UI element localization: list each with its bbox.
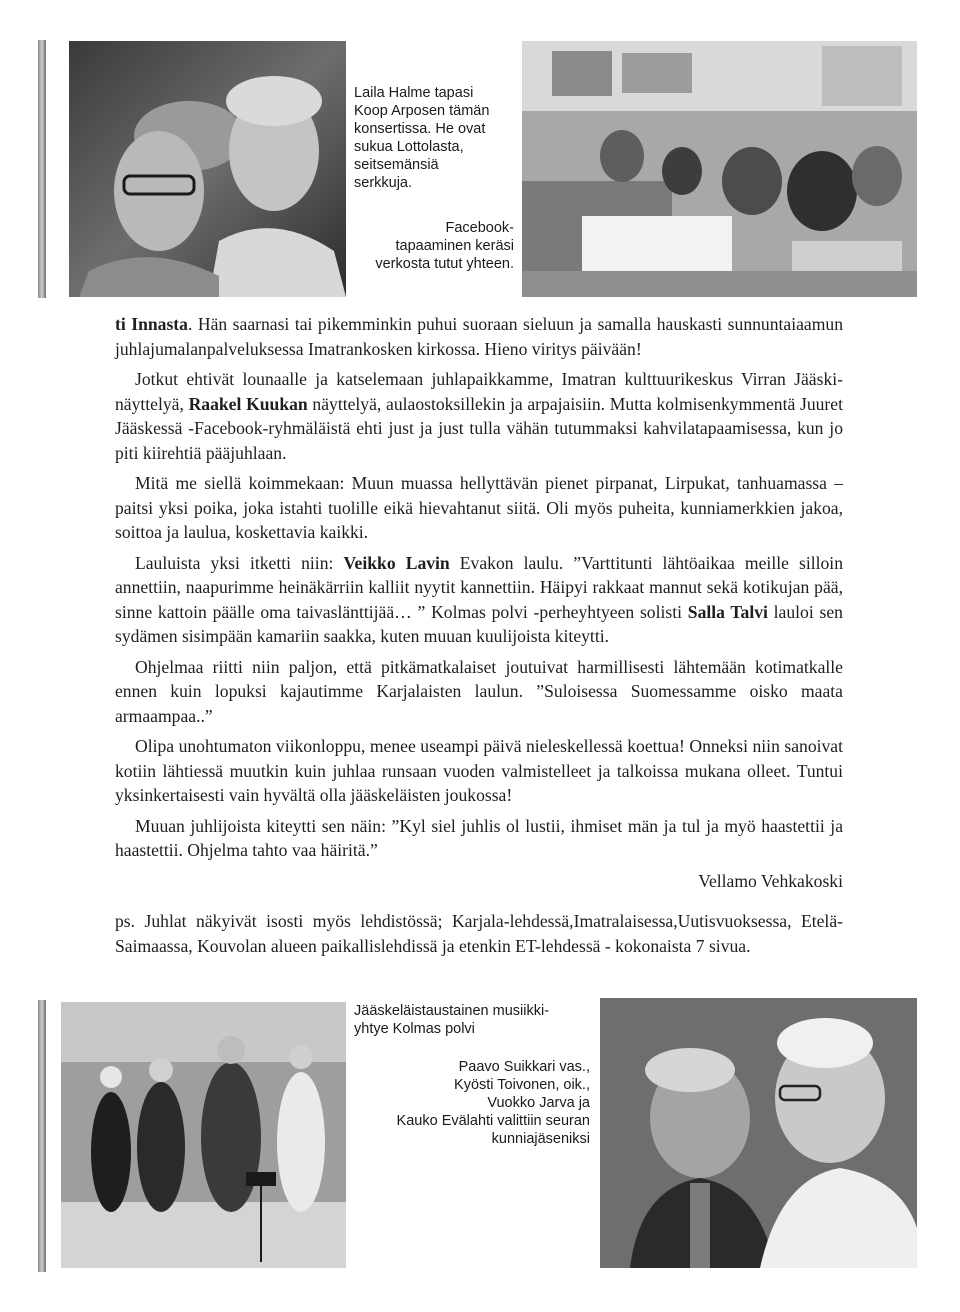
article-postscript: ps. Juhlat näkyivät isosti myös lehdistössä; Karjala-lehdessä,Imatralaisessa,Uutisvuoksessa, Etelä-Saimaassa, Kouvolan alueen paikallislehdissä ja etenkin ET-lehdessä - kokonaista 7 sivua. xyxy=(115,911,843,956)
bold-name: ti Innasta xyxy=(115,314,188,334)
caption-line: sukua Lottolasta, xyxy=(354,139,464,155)
bold-name: Raakel Kuukan xyxy=(188,393,308,414)
text-run: Evakon laulu. ”Varttitunti lähtöaikaa meille silloin annettiin, naapurimme heinäkärriin kalliit nyytit kannettiin. Häipyi rakkaat mannut sekä kotikujan pää, sinne kattoin päälle oma taivaslänttijää… ” Kolmas polvi -perheyhtyeen solisti xyxy=(115,552,843,622)
caption-top-right xyxy=(354,219,514,273)
article-paragraph-7: Muuan juhlijoista kiteytti sen näin: ”Kyl siel juhlis ol lustii, ihmiset män ja tul ja myö haastettii ja haastettii. Ohjelma tahto vaa häiritä.” xyxy=(115,815,843,860)
page-edge-decoration-top xyxy=(38,40,46,298)
caption-line: yhtye Kolmas polvi xyxy=(354,1021,475,1037)
caption-line: verkosta tutut yhteen. xyxy=(375,256,514,272)
text-run: Lauluista yksi itketti niin: xyxy=(135,552,344,573)
caption-line: Vuokko Jarva ja xyxy=(487,1095,590,1111)
caption-line: Facebook- xyxy=(445,220,514,236)
author-signature: Vellamo Vehkakoski xyxy=(698,870,843,891)
bold-name: Salla Talvi xyxy=(687,601,768,622)
article-paragraph-2 xyxy=(115,367,843,465)
caption-bottom-left xyxy=(354,1002,594,1038)
article-paragraph-5: Ohjelmaa riitti niin paljon, että pitkämatkalaiset joutuivat harmillisesti lähtemään kotimatkalle ennen kuin lopuksi kajautimme Karjalaisten laulun. ”Suloisessa Suomessamme oisko maata armaampaa..” xyxy=(115,656,843,726)
caption-line: kunniajäseniksi xyxy=(491,1131,590,1147)
caption-line: Paavo Suikkari vas., xyxy=(458,1059,590,1075)
article-paragraph-4 xyxy=(115,551,843,649)
photo-laila-and-koop xyxy=(69,41,346,297)
bold-name: Veikko Lavin xyxy=(343,552,450,573)
caption-bottom-right xyxy=(354,1058,590,1148)
photo-kolmas-polvi-band xyxy=(61,1002,346,1268)
text-run: . Hän saarnasi tai pikemminkin puhui suoraan sieluun ja samalla hauskasti sunnuntaiaamun juhlajumalanpalveluksessa Imatrankosken kirkossa. Hieno viritys päivään! xyxy=(115,314,843,359)
text-run: näyttelyä, aulaostoksillekin ja arpajaisiin. Mutta kolmisenkymmentä Juuret Jääskessä -Facebook-ryhmäläistä ehti just ja just tulla vähän tutummaksi kahvilatapaamisessa, kun jo piti kiirehtiä pääjuhlaan. xyxy=(115,393,843,463)
caption-line: konsertissa. He ovat xyxy=(354,121,486,137)
caption-line: seitsemänsiä xyxy=(354,157,439,173)
caption-line: tapaaminen keräsi xyxy=(395,238,514,254)
caption-line: Jääskeläistaustainen musiikki- xyxy=(354,1003,550,1019)
text-run: Jotkut ehtivät lounaalle ja katselemaan juhlapaikkamme, Imatran kulttuurikeskus Virran Jääski-näyttelyä, xyxy=(115,369,843,414)
caption-line: Kyösti Toivonen, oik., xyxy=(454,1077,590,1093)
caption-line: Laila Halme tapasi xyxy=(354,85,474,101)
article-body xyxy=(115,312,843,964)
caption-line: Koop Arposen tämän xyxy=(354,103,490,119)
article-paragraph-3: Mitä me siellä koimmekaan: Muun muassa hellyttävän pienet pirpanat, Lirpukat, tanhuamassa – paitsi yksi poika, joka istahti tuolille eikä hievahtanut siitä. Oli myös puheita, kunniamerkkien jakoa, soittoa ja laulua, koskettavia kaikki. xyxy=(115,473,843,542)
photo-honorary-members xyxy=(600,998,917,1268)
caption-top-left xyxy=(354,84,514,192)
photo-facebook-meeting xyxy=(522,41,917,297)
article-paragraph-6: Olipa unohtumaton viikonloppu, menee useampi päivä nieleskellessä koettua! Onneksi niin sanoivat kotiin lähtiessä muutkin kuin juhlaa runsaan vuoden valmistelleet ja talkoissa mukana olleet. Tuntui yksinkertaisesti vain hyvältä olla jääskeläisten joukossa! xyxy=(115,736,843,805)
text-run: lauloi sen sydämen sisimpään kamariin saakka, kuten muuan kuulijoista kiteytti. xyxy=(115,601,843,646)
page-edge-decoration-bottom xyxy=(38,1000,46,1272)
caption-line: Kauko Evälahti valittiin seuran xyxy=(396,1113,590,1129)
caption-line: serkkuja. xyxy=(354,175,413,191)
article-paragraph-1 xyxy=(115,312,843,361)
